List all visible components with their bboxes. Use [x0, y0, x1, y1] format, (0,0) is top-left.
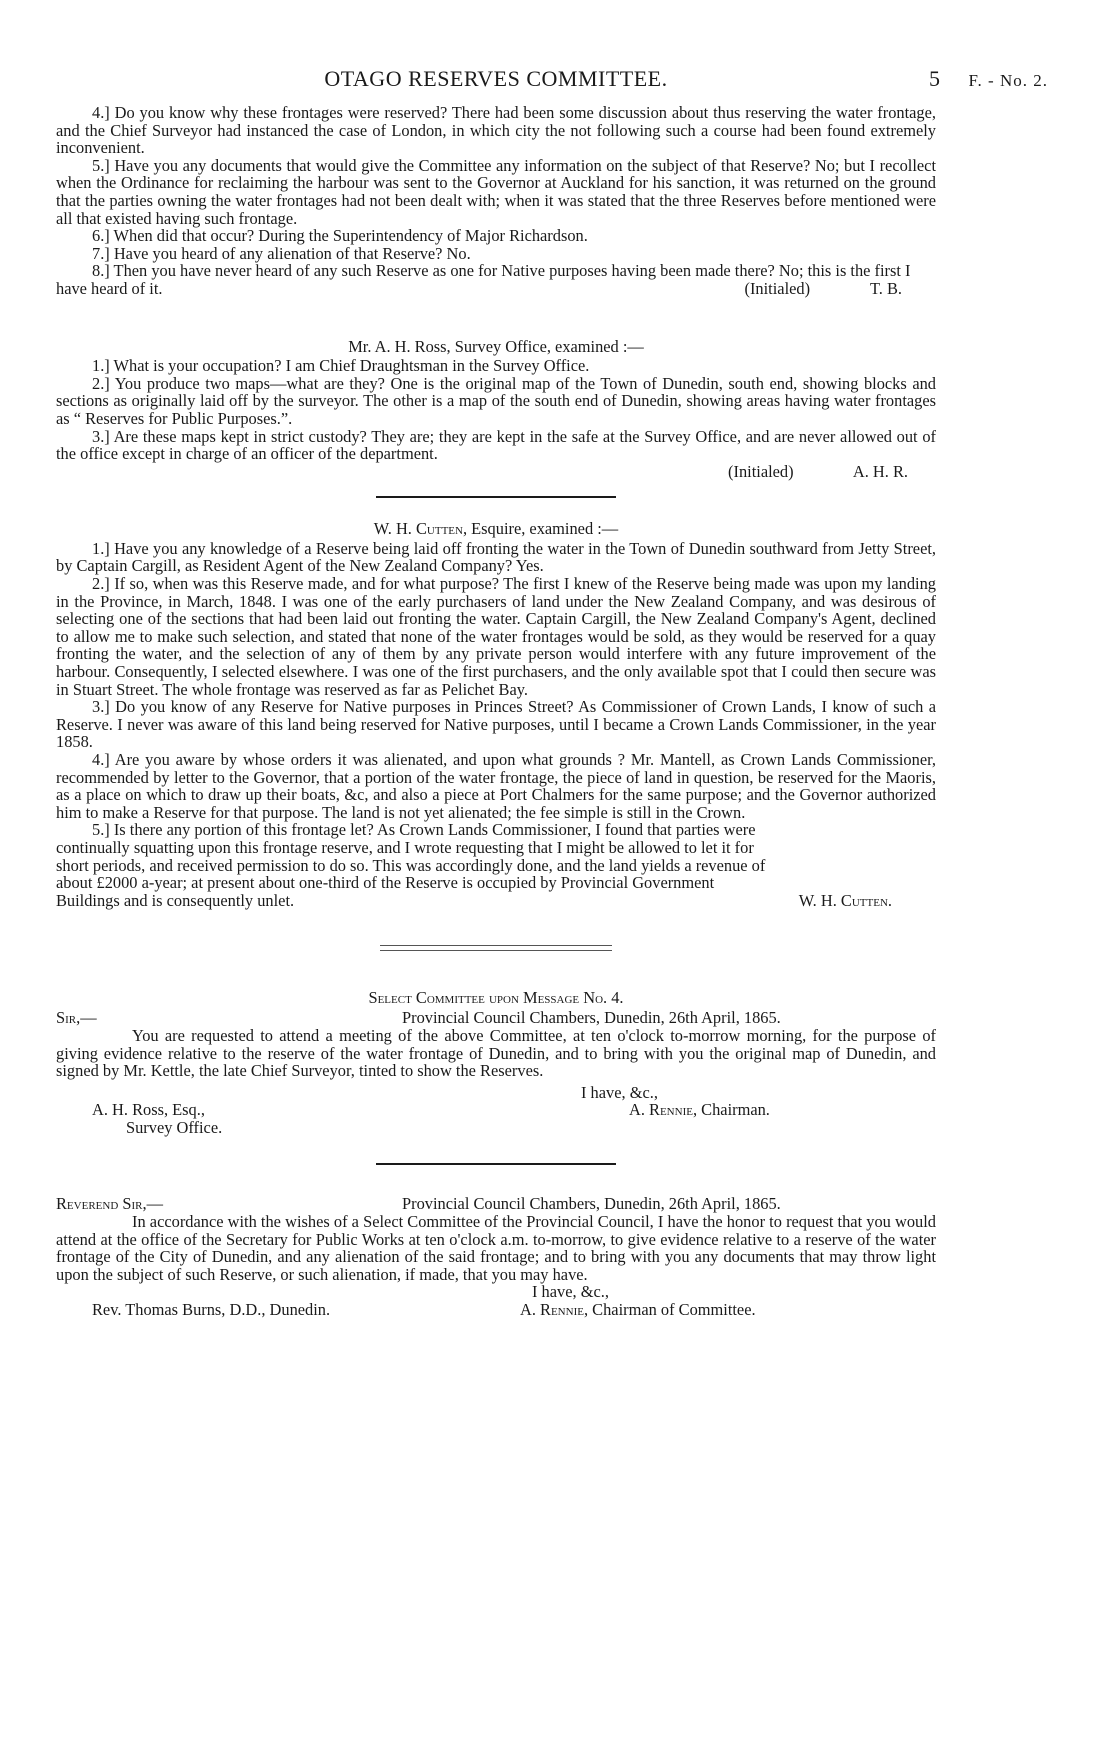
sender-address: Provincial Council Chambers, Dunedin, 26th April, 1865. [402, 1193, 781, 1213]
evidence-section-ross [56, 338, 936, 481]
witness-signature: W. H. Cutten. [798, 890, 892, 910]
letter-body: You are requested to attend a meeting of the above Committee, at ten o'clock to-morrow morning, for the purpose of giving evidence relative to the reserve of the water frontage of Dunedin, and to bring with you the original map of Dunedin, and signed by Mr. Kettle, the late Chief Surveyor, tinted to show the Reserves. [56, 1025, 936, 1081]
evidence-section-tb [56, 104, 936, 298]
question-answer: 2.] If so, when was this Reserve made, and for what purpose? The first I knew of the Reserve being made was upon my landing in the Province, in March, 1848. I was one of the early purchasers of land under the New Zealand Company, and was desirous of selecting one of the sections that had been laid out fronting the water. Captain Cargill, the New Zealand Company's Agent, declined to allow me to make such selection, and stated that none of the water frontages would be sold, as they would be reserved for a quay fronting the water, and the selection of any of them by any private person would interfere with any future improvement of the harbour. Consequently, I selected elsewhere. I was one of the first purchasers, and the only available spot that I could then secure was in Stuart Street. The whole frontage was reserved as far as Pelichet Bay. [56, 574, 936, 699]
sender [629, 1101, 770, 1119]
witness-name: W. H. Cutten [373, 519, 463, 539]
letter-closing: I have, &c., [581, 1082, 658, 1102]
letter-heading: Select Committee upon Message No. 4. [368, 988, 624, 1008]
salutation: Sir,— [56, 1007, 97, 1027]
page-title: OTAGO RESERVES COMMITTEE. [324, 66, 668, 91]
sender-name: A. Rennie [629, 1100, 693, 1120]
witness-heading [56, 520, 936, 538]
section-divider [380, 950, 612, 951]
question-answer: 8.] Then you have never heard of any such Reserve as one for Native purposes having been made there? No; this is the first I have heard of it. [56, 261, 911, 298]
sender [520, 1301, 756, 1319]
letter-salutation-row [56, 1195, 936, 1213]
initialed-label: (Initialed) [744, 278, 811, 298]
section-divider [376, 496, 616, 498]
letter-addressee-row [56, 1101, 936, 1119]
question-answer: 3.] Are these maps kept in strict custody? They are; they are kept in the safe at the Survey Office, and are never allowed out of the office except in charge of an officer of the department. [56, 426, 936, 464]
question-answer: 4.] Are you aware by whose orders it was alienated, and upon what grounds ? Mr. Mantell, as Crown Lands Commissioner, recommended by letter to the Governor, that a portion of the water frontage, the piece of land in question, be reserved for the Maoris, as a place on which to draw up their boats, &c, and also a piece at Port Chalmers for the same purpose; and the Governor authorized him to make a Reserve for that purpose. The land is not yet alienated; the fee simple is still in the Crown. [56, 750, 936, 822]
initials-line [56, 463, 936, 481]
letter-closing: I have, &c., [532, 1282, 609, 1302]
sender-title: , Chairman of Committee. [583, 1299, 756, 1319]
sender-address: Provincial Council Chambers, Dunedin, 26th April, 1865. [402, 1007, 781, 1027]
initials: T. B. [869, 278, 902, 298]
initials-line [56, 280, 936, 298]
sender-name: A. Rennie [520, 1299, 584, 1319]
page-header [56, 64, 1048, 94]
witness-heading-rest: , Esquire, examined :— [462, 519, 619, 539]
question-answer: 4.] Do you know why these frontages were reserved? There had been some discussion about thus reserving the water frontage, and the Chief Surveyor had instanced the case of London, in which city the not following such a course had been found extremely inconvenient. [56, 103, 936, 158]
recipient: Rev. Thomas Burns, D.D., Dunedin. [92, 1299, 331, 1319]
recipient: A. H. Ross, Esq., [92, 1100, 205, 1120]
question-answer: 5.] Is there any portion of this frontage let? As Crown Lands Commissioner, I found that parties were continually squatting upon this frontage reserve, and I wrote requesting that I might be allowed to let it for short periods, and received permission to do so. This was accordingly done, and the land yields a revenue of about £2000 a-year; at present about one-third of the Reserve is occupied by Provincial Government Buildings and is consequently unlet. [56, 820, 766, 910]
document-reference: F. - No. 2. [968, 71, 1048, 90]
letter-salutation-row [56, 1009, 936, 1027]
letter-to-burns [56, 1195, 936, 1319]
witness-heading: Mr. A. H. Ross, Survey Office, examined :— [348, 336, 644, 356]
sender-title: , Chairman. [692, 1100, 770, 1120]
letter-body: In accordance with the wishes of a Select Committee of the Provincial Council, I have the honor to request that you would attend at the office of the Secretary for Public Works at ten o'clock a.m. to-morrow, to give evidence relative to a reserve of the water frontage of the City of Dunedin, and any alienation of the said frontage; and to bring with you any documents that may throw light upon the subject of such Reserve, or such alienation, if made, that you may have. [56, 1211, 936, 1284]
question-answer: 1.] Have you any knowledge of a Reserve being laid off fronting the water in the Town of Dunedin southward from Jetty Street, by Captain Cargill, as Resident Agent of the New Zealand Company? Yes. [56, 538, 936, 576]
initialed-label: (Initialed) [728, 461, 794, 481]
salutation: Reverend Sir,— [56, 1193, 163, 1213]
question-answer: 5.] Have you any documents that would give the Committee any information on the subject of that Reserve? No; but I recollect when the Ordinance for reclaiming the harbour was sent to the Governor at Auckland for his sanction, it was returned on the ground that the parties owning the water frontages had not been dealt with; when it was stated that the three Reserves before mentioned were all that existed having such frontage. [56, 155, 936, 228]
question-answer: 1.] What is your occupation? I am Chief Draughtsman in the Survey Office. [92, 356, 590, 376]
page-number: 5 [929, 66, 940, 91]
question-answer: 6.] When did that occur? During the Superintendency of Major Richardson. [92, 226, 588, 246]
question-answer: 2.] You produce two maps—what are they? One is the original map of the Town of Dunedin, south end, showing blocks and sections as originally laid off by the surveyor. The other is a map of the south end of Dunedin, showing areas having water frontages as “ Reserves for Public Purposes.”. [56, 373, 936, 428]
section-divider [376, 1163, 616, 1165]
initials: A. H. R. [852, 461, 908, 481]
question-answer: 7.] Have you heard of any alienation of that Reserve? No. [92, 243, 471, 263]
recipient-office: Survey Office. [126, 1118, 223, 1138]
document-page [56, 64, 1048, 1319]
letter-addressee-row [56, 1301, 936, 1319]
section-divider [380, 945, 612, 946]
evidence-section-cutten [56, 520, 936, 909]
letter-to-ross [56, 989, 936, 1137]
question-answer: 3.] Do you know of any Reserve for Native purposes in Princes Street? As Commissioner of Crown Lands, I know of such a Reserve. I never was aware of this land being reserved for Native purposes, until I became a Crown Lands Commissioner, in the year 1858. [56, 697, 936, 752]
